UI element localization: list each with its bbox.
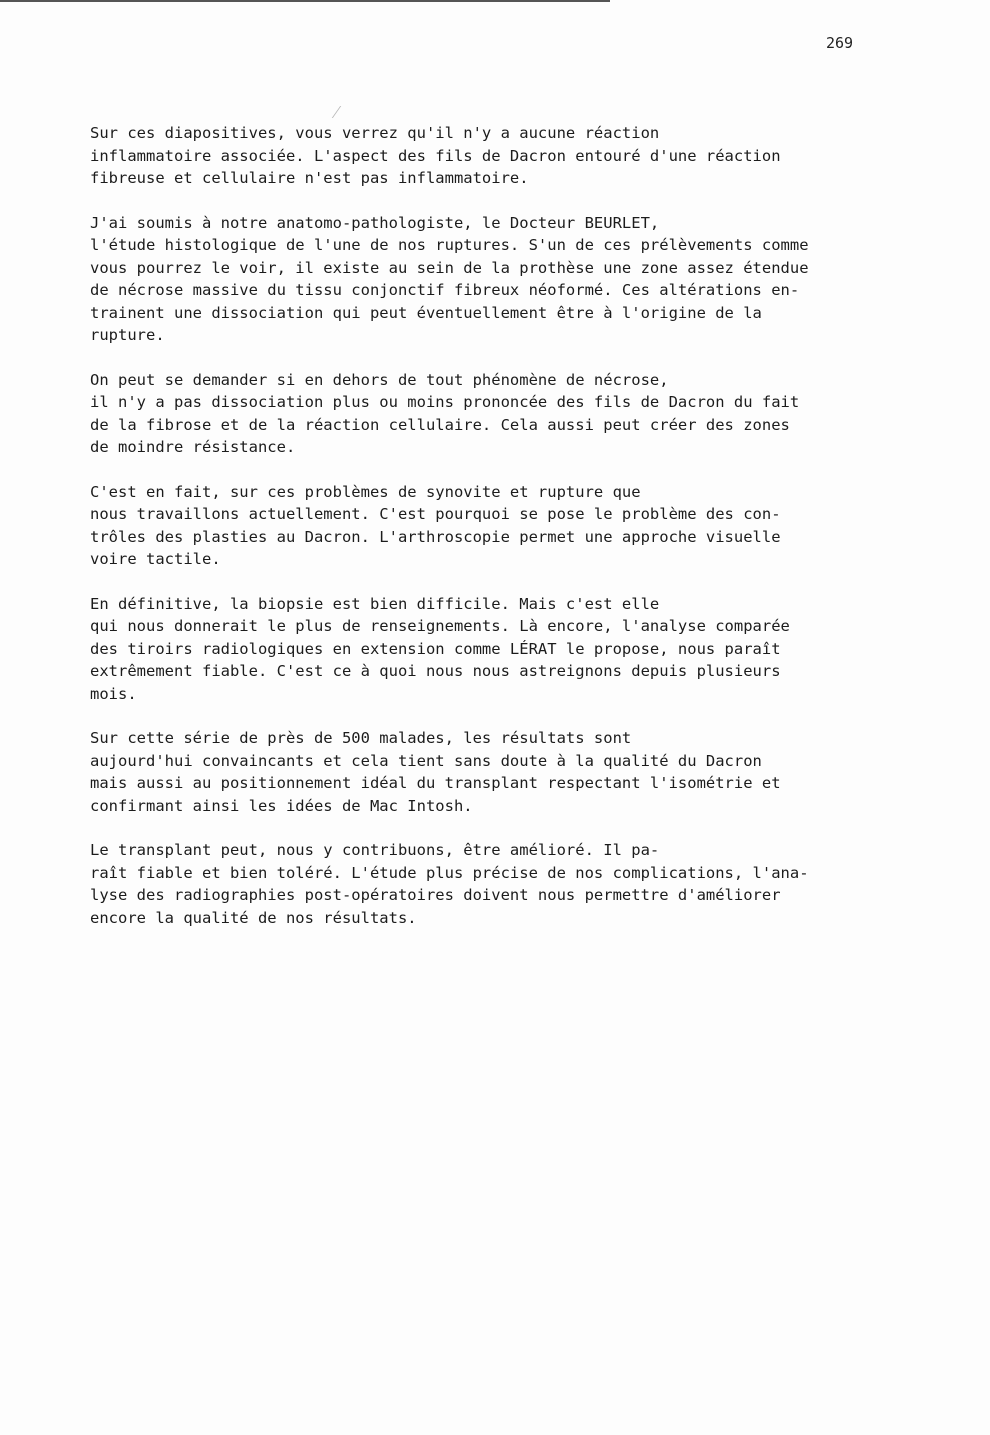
paragraph-2: J'ai soumis à notre anatomo-pathologiste, le Docteur BEURLET, l'étude histologique de l'une de nos ruptures. S'un de ces prélèvements comme vous pourrez le voir, il existe au sein de la prothèse une zone assez étendue de nécrose massive du tissu conjonctif fibreux néoformé. Ces altérations en- trainent une dissociation qui peut éventuellement être à l'origine de la rupture.: [90, 213, 809, 344]
paragraph-3: On peut se demander si en dehors de tout phénomène de nécrose, il n'y a pas dissociation plus ou moins prononcée des fils de Dacron du fait de la fibrose et de la réaction cellulaire. Cela aussi peut créer des zones de moindre résistance.: [90, 370, 800, 456]
pen-mark: [332, 106, 351, 118]
paragraph-4: C'est en fait, sur ces problèmes de synovite et rupture que nous travaillons actuellement. C'est pourquoi se pose le problème des con- trôles des plasties au Dacron. L'arthroscopie permet une approche visuelle voire tactile.: [90, 482, 781, 568]
page-number: 269: [826, 34, 854, 52]
paragraph-6: Sur cette série de près de 500 malades, les résultats sont aujourd'hui convaincants et cela tient sans doute à la qualité du Dacron mais aussi au positionnement idéal du transplant respectant l'isométrie et confirmant ainsi les idées de Mac Intosh.: [90, 729, 781, 815]
top-rule: [0, 0, 610, 2]
paragraph-7: Le transplant peut, nous y contribuons, être amélioré. Il pa- raît fiable et bien toléré. L'étude plus précise de nos complications, l'ana- lyse des radiographies post-opératoires doivent nous permettre d'améliorer encore la qualité de nos résultats.: [90, 841, 809, 927]
paragraph-5: En définitive, la biopsie est bien difficile. Mais c'est elle qui nous donnerait le plus de renseignements. Là encore, l'analyse comparée des tiroirs radiologiques en extension comme LÉRAT le propose, nous paraît extrêmement fiable. C'est ce à quoi nous nous astreignons depuis plusieurs mois.: [90, 594, 790, 703]
body-text: [90, 122, 905, 951]
paragraph-1: Sur ces diapositives, vous verrez qu'il n'y a aucune réaction inflammatoire associée. L'aspect des fils de Dacron entouré d'une réaction fibreuse et cellulaire n'est pas inflammatoire.: [90, 124, 781, 187]
